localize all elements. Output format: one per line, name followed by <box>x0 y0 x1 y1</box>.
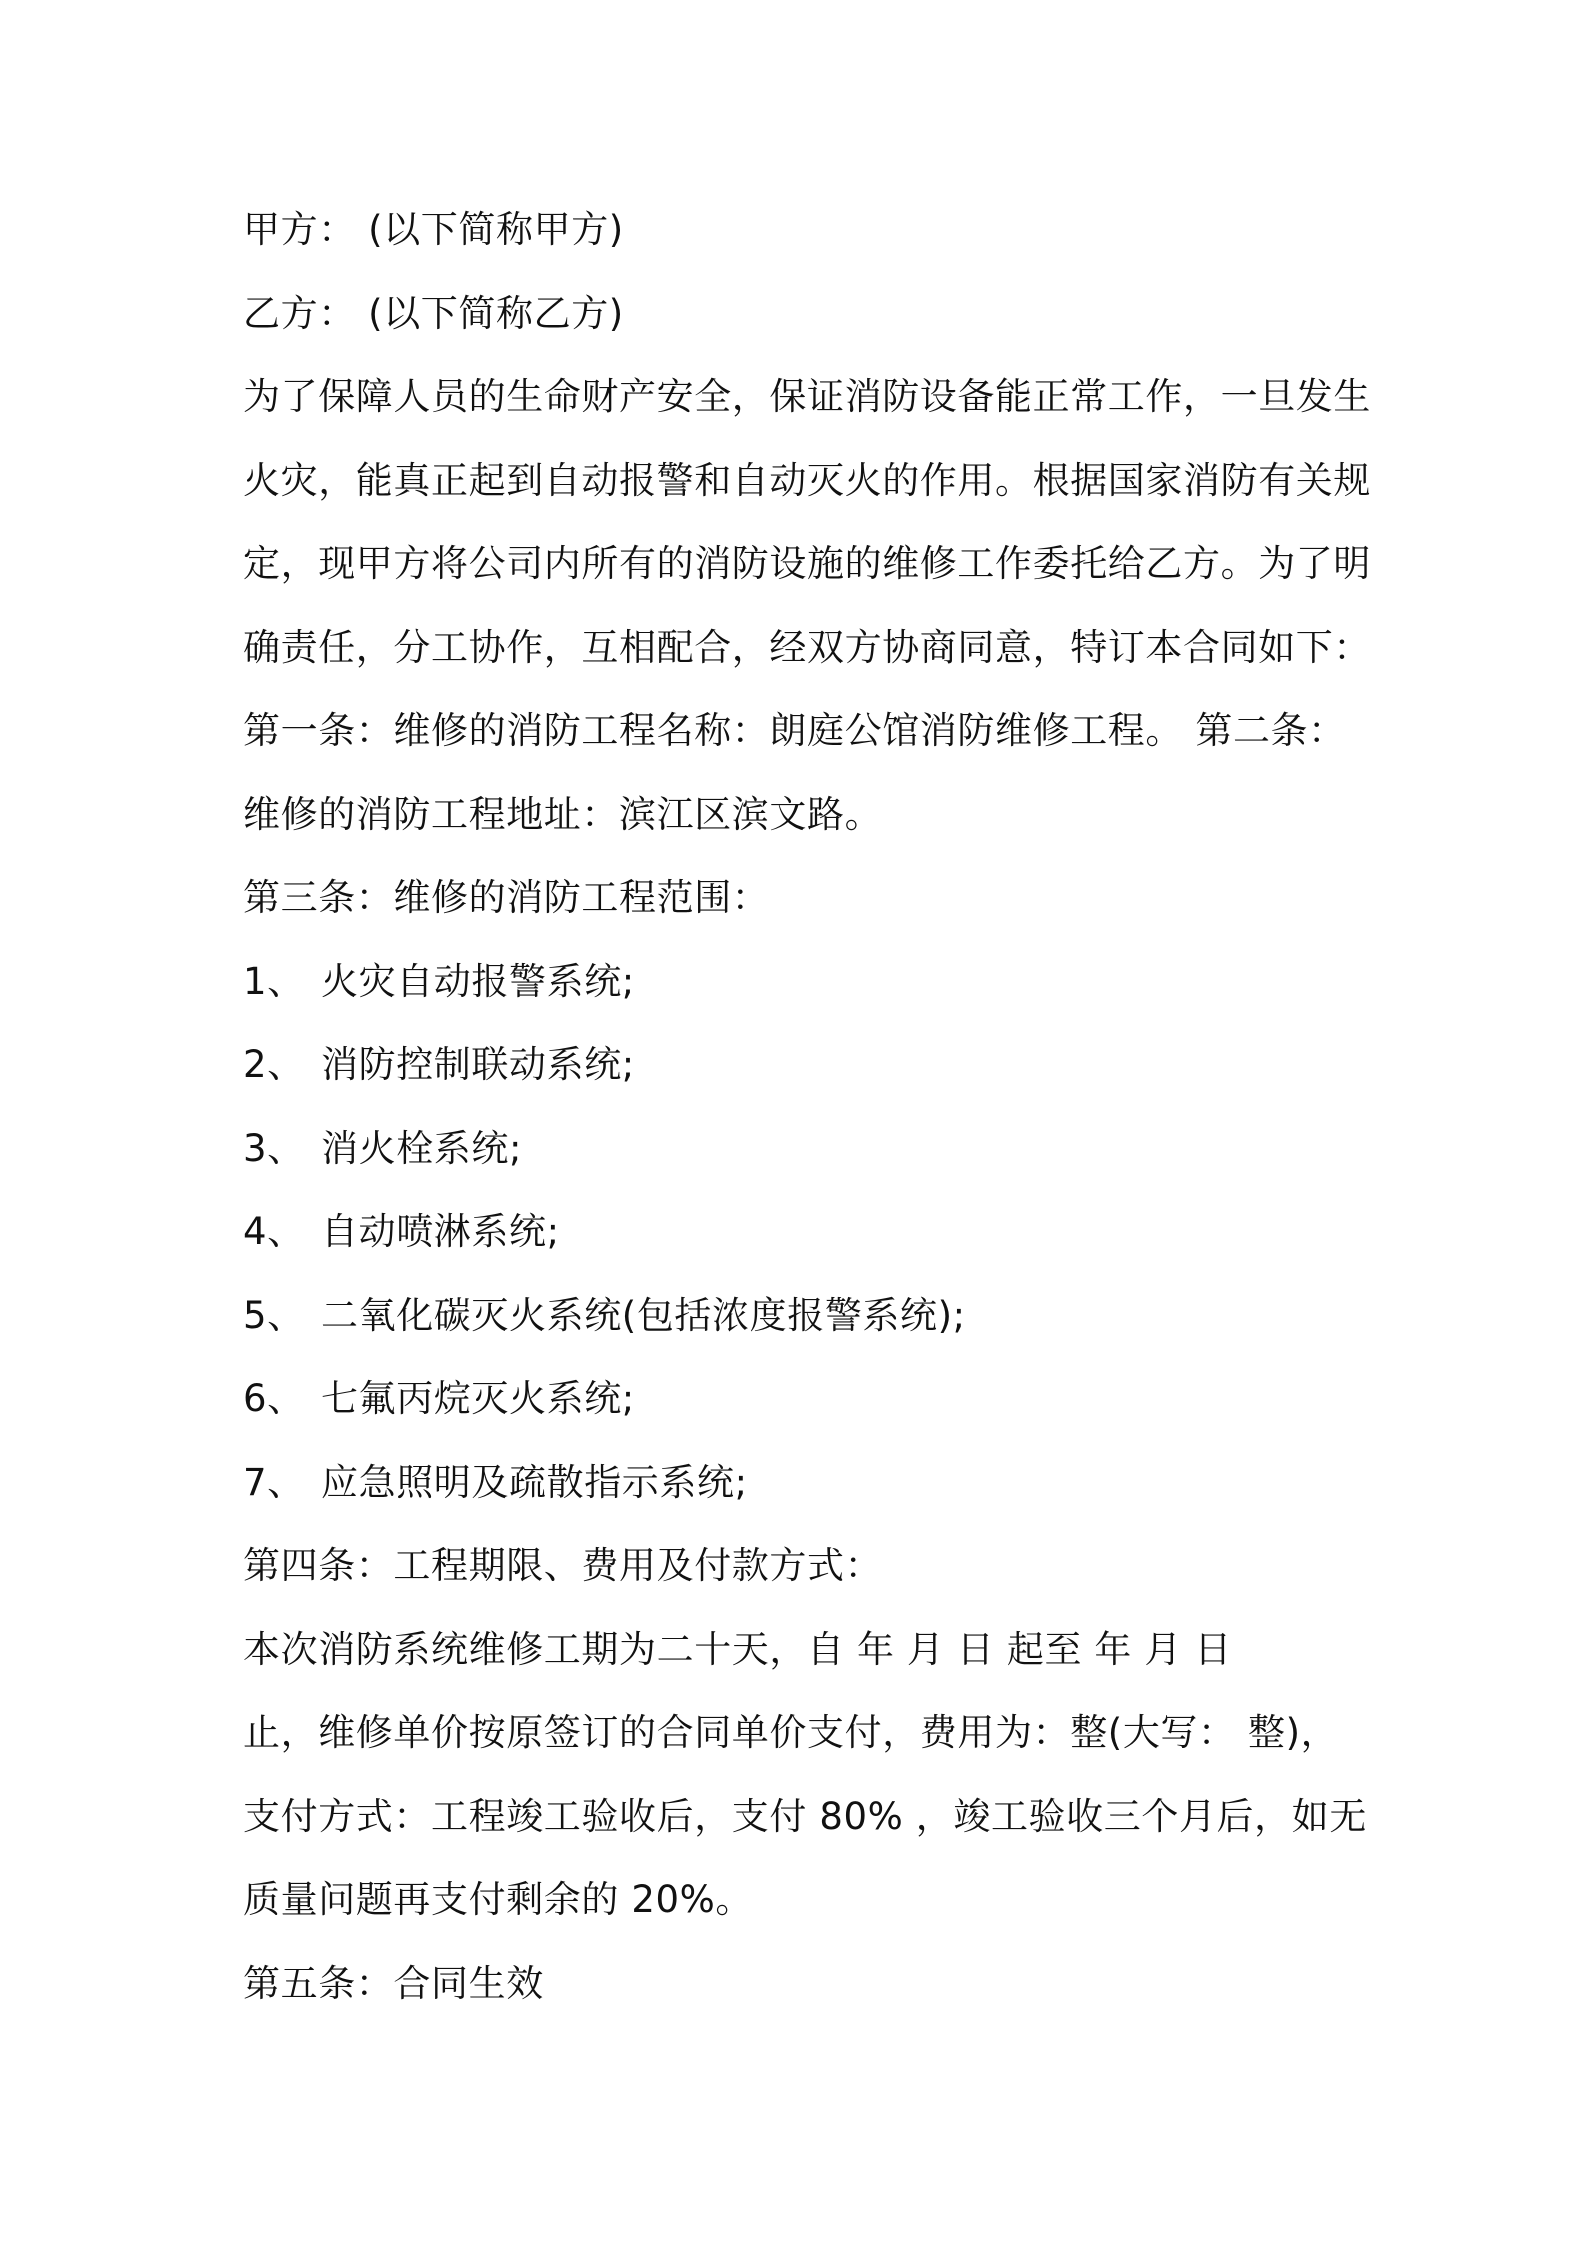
list-item-text: 火灾自动报警系统; <box>321 960 635 1003</box>
article-5-heading: 第五条：合同生效 <box>243 1962 544 2005</box>
paragraph-line: 定，现甲方将公司内所有的消防设施的维修工作委托给乙方。为了明 <box>243 542 1371 585</box>
paragraph-line: 本次消防系统维修工期为二十天，自 年 月 日 起至 年 月 日 <box>243 1628 1232 1671</box>
paragraph-line: 确责任，分工协作，互相配合，经双方协商同意，特订本合同如下： <box>243 626 1371 669</box>
paragraph-line: 支付方式：工程竣工验收后，支付 80% ，竣工验收三个月后，如无 <box>243 1795 1367 1838</box>
list-item-text: 应急照明及疏散指示系统; <box>321 1461 748 1504</box>
list-item-text: 消火栓系统; <box>321 1127 523 1170</box>
scope-list-item <box>243 1290 1363 1342</box>
list-item-text: 七氟丙烷灭火系统; <box>321 1377 635 1420</box>
list-item-number: 1、 <box>243 960 305 1003</box>
article-2-address-line: 维修的消防工程地址：滨江区滨文路。 <box>243 793 883 836</box>
party-b-line: 乙方： (以下简称乙方) <box>243 292 624 335</box>
list-item-number: 4、 <box>243 1210 305 1253</box>
paragraph-line: 质量问题再支付剩余的 20%。 <box>243 1878 753 1921</box>
list-item-number: 7、 <box>243 1461 305 1504</box>
paragraph-line: 为了保障人员的生命财产安全，保证消防设备能正常工作，一旦发生 <box>243 375 1371 418</box>
scope-list-item <box>243 956 1363 1008</box>
paragraph-line: 火灾，能真正起到自动报警和自动灭火的作用。根据国家消防有关规 <box>243 459 1371 502</box>
scope-list-item <box>243 1039 1363 1091</box>
list-item-number: 2、 <box>243 1043 305 1086</box>
scope-list-item <box>243 1373 1363 1425</box>
article-1-2-line: 第一条：维修的消防工程名称：朗庭公馆消防维修工程。 第二条： <box>243 709 1346 752</box>
scope-list-item <box>243 1457 1363 1509</box>
list-item-number: 5、 <box>243 1294 305 1337</box>
list-item-number: 3、 <box>243 1127 305 1170</box>
list-item-text: 自动喷淋系统; <box>321 1210 560 1253</box>
scope-list-item <box>243 1123 1363 1175</box>
scope-list-item <box>243 1206 1363 1258</box>
list-item-text: 二氧化碳灭火系统(包括浓度报警系统); <box>321 1294 966 1337</box>
article-4-heading: 第四条：工程期限、费用及付款方式： <box>243 1544 883 1587</box>
list-item-number: 6、 <box>243 1377 305 1420</box>
paragraph-line: 止，维修单价按原签订的合同单价支付，费用为：整(大写： 整)， <box>243 1711 1339 1754</box>
article-3-heading: 第三条：维修的消防工程范围： <box>243 876 770 919</box>
list-item-text: 消防控制联动系统; <box>321 1043 635 1086</box>
party-a-line: 甲方： (以下简称甲方) <box>243 208 624 251</box>
